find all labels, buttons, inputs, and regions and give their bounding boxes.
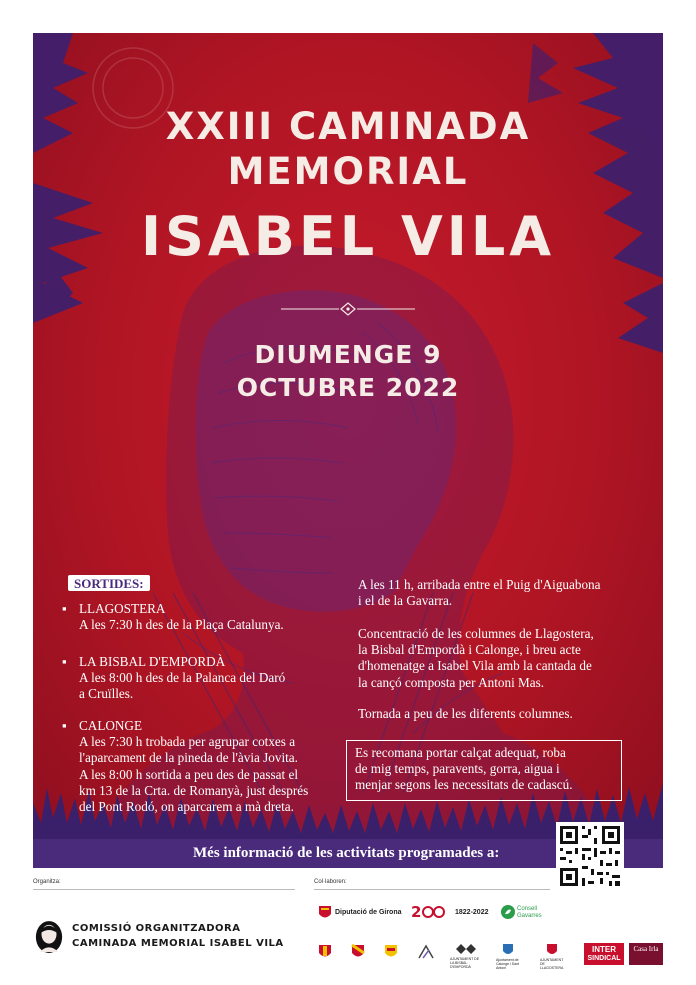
diputacio-logo-text: Diputació de Girona: [335, 909, 402, 916]
diputacio-shield-icon: [318, 905, 332, 921]
ajuntament-llagostera-text: AJUNTAMENT DE LLAGOSTERA: [540, 958, 564, 970]
bicentenari-logo: [411, 903, 451, 919]
bullet-icon: ▪: [62, 654, 67, 669]
organizer-logo: [34, 920, 64, 954]
title-line-2: MEMORIAL: [227, 150, 469, 193]
organitza-label: Organitza:: [33, 879, 61, 885]
divider: [314, 889, 550, 890]
bullet-icon: ▪: [62, 718, 67, 733]
casa-irla-logo: [629, 943, 663, 965]
qr-code[interactable]: [556, 822, 624, 890]
text-line: Tornada a peu de les diferents columnes.: [358, 706, 573, 721]
llagostera-crest-icon: [546, 943, 558, 957]
divider-ornament: [281, 299, 415, 319]
shield-logo-4: [417, 944, 435, 960]
shield-logo-3: [384, 944, 398, 960]
info-bar-text: Més informació de les activitats programades a:: [193, 845, 500, 861]
svg-text:2: 2: [411, 903, 422, 919]
intersindical-line-2: SINDICAL: [587, 955, 621, 962]
item-line: A les 8:00 h sortida a peu des de passat el: [79, 766, 299, 782]
list-item: [62, 601, 332, 633]
shield-logo-2: [351, 944, 365, 960]
sortides-label: SORTIDES:: [68, 575, 150, 591]
date-line-1: DIUMENGE 9: [254, 340, 442, 369]
casa-irla-line-1: Casa Irla: [633, 945, 659, 953]
org-name-line-2: CAMINADA MEMORIAL ISABEL VILA: [72, 938, 284, 949]
recommendation-box: [346, 740, 622, 801]
col-laboren-label: Col·laboren:: [314, 879, 347, 885]
text-line: A les 11 h, arribada entre el Puig d'Aiguabona: [358, 577, 601, 592]
gavarres-leaf-icon: [501, 905, 515, 919]
item-line: A les 7:30 h trobada per agrupar cotxes a: [79, 734, 296, 750]
org-name-line-1: COMISSIÓ ORGANITZADORA: [72, 923, 241, 934]
arrival-paragraph: [358, 577, 658, 609]
item-heading: LA BISBAL D'EMPORDÀ: [79, 654, 226, 669]
title-line-1: XXIII CAMINADA: [165, 105, 531, 148]
ajuntament-calonge-text: Ajuntament de Calonge i Sant Antoni: [496, 958, 519, 970]
bisbal-crest-icon: [455, 943, 477, 955]
intersindical-logo: [584, 943, 624, 965]
title-line-3: ISABEL VILA: [140, 205, 556, 268]
item-line: A les 8:00 h des de la Palanca del Daró: [79, 670, 286, 686]
item-line: km 13 de la Crta. de Romanyà, just després: [79, 782, 309, 798]
item-line: a Cruïlles.: [79, 686, 134, 702]
item-line: A les 7:30 h des de la Plaça Catalunya.: [79, 617, 284, 633]
text-line: d'homenatge a Isabel Vila amb la cantada de: [358, 658, 592, 674]
item-line: l'aparcament de la pineda de l'àvia Jovita.: [79, 750, 298, 766]
return-paragraph: [358, 706, 658, 722]
list-item: [62, 718, 332, 815]
text-line: Concentració de les columnes de Llagostera,: [358, 626, 594, 641]
text-line: i el de la Gavarra.: [358, 593, 453, 609]
divider: [33, 889, 295, 890]
text-line: Es recomana portar calçat adequat, roba: [355, 745, 566, 760]
text-line: la Bisbal d'Empordà i Calonge, i breu acte: [358, 642, 581, 658]
bullet-icon: ▪: [62, 601, 67, 616]
gavarres-logo-text: Consell Gavarres: [517, 906, 542, 919]
item-heading: LLAGOSTERA: [79, 601, 166, 616]
list-item: [62, 654, 332, 703]
item-heading: CALONGE: [79, 718, 143, 733]
text-line: de mig temps, paravents, gorra, aigua i: [355, 761, 560, 777]
text-line: la cançó composta per Antoni Mas.: [358, 674, 545, 690]
calonge-crest-icon: [502, 943, 514, 957]
text-line: menjar segons les necessitats de cadascú.: [355, 777, 573, 793]
tree-right-illustration: [528, 33, 663, 353]
concentration-paragraph: [358, 626, 658, 691]
ajuntament-bisbal-text: AJUNTAMENT DE LA BISBAL D'EMPORDÀ: [450, 957, 480, 969]
intersindical-line-1: INTER: [592, 945, 616, 954]
shield-logo-1: [318, 944, 332, 960]
item-line: del Pont Rodó, on aparcarem a mà dreta.: [79, 799, 294, 815]
bicentenari-logo-text: 1822-2022: [455, 909, 489, 916]
date-line-2: OCTUBRE 2022: [236, 373, 460, 402]
